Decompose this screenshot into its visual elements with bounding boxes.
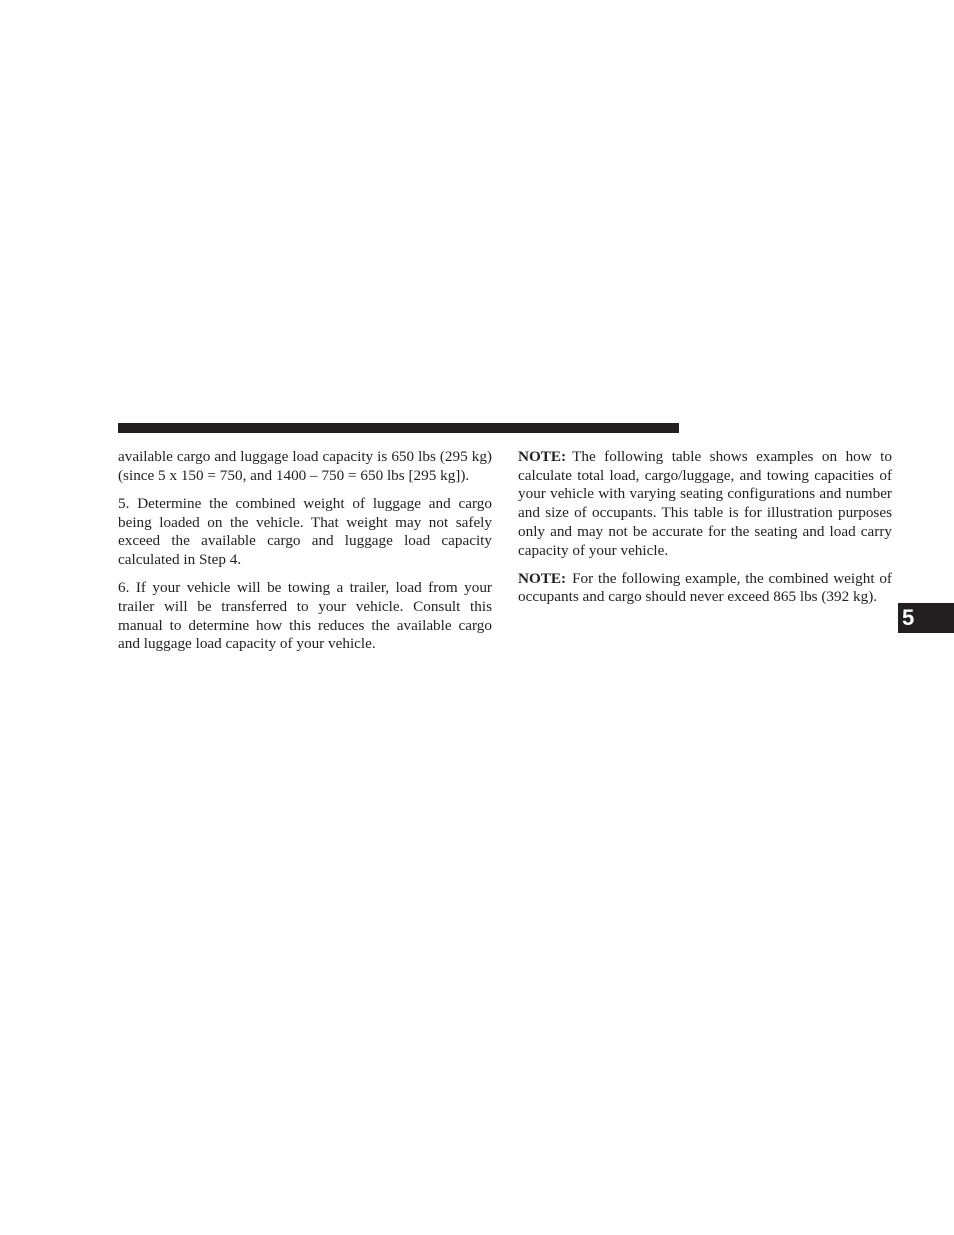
- paragraph-step4-continued: available cargo and luggage load capacity is 650 lbs (295 kg) (since 5 x 150 = 750, and 1400 – 750 = 650 lbs [295 kg]).: [118, 448, 492, 484]
- paragraph-step6: 6. If your vehicle will be towing a trailer, load from your trailer will be transferred to your vehicle. Consult this manual to determine how this reduces the available cargo and luggage load capacity of your vehicle.: [118, 579, 492, 653]
- note-label: NOTE:: [518, 569, 567, 587]
- left-text-column: [118, 448, 492, 664]
- note-table-examples: [518, 448, 892, 560]
- paragraph-step5: 5. Determine the combined weight of luggage and cargo being loaded on the vehicle. That weight may not safely exceed the available cargo and luggage load capacity calculated in Step 4.: [118, 494, 492, 569]
- chapter-tab: 5: [898, 603, 954, 633]
- right-text-column: [518, 448, 892, 617]
- note-text: The following table shows examples on how to calculate total load, cargo/luggage, and towing capacities of your vehicle with varying seating configurations and number and size of occupants. This table is for illustration purposes only and may not be accurate for the seating and load carry capacity of your vehicle.: [518, 448, 892, 559]
- note-text: For the following example, the combined weight of occupants and cargo should never exceed 865 lbs (392 kg).: [518, 569, 892, 606]
- section-header-rule: [118, 423, 679, 433]
- note-weight-limit: [518, 570, 892, 607]
- note-label: NOTE:: [518, 448, 567, 465]
